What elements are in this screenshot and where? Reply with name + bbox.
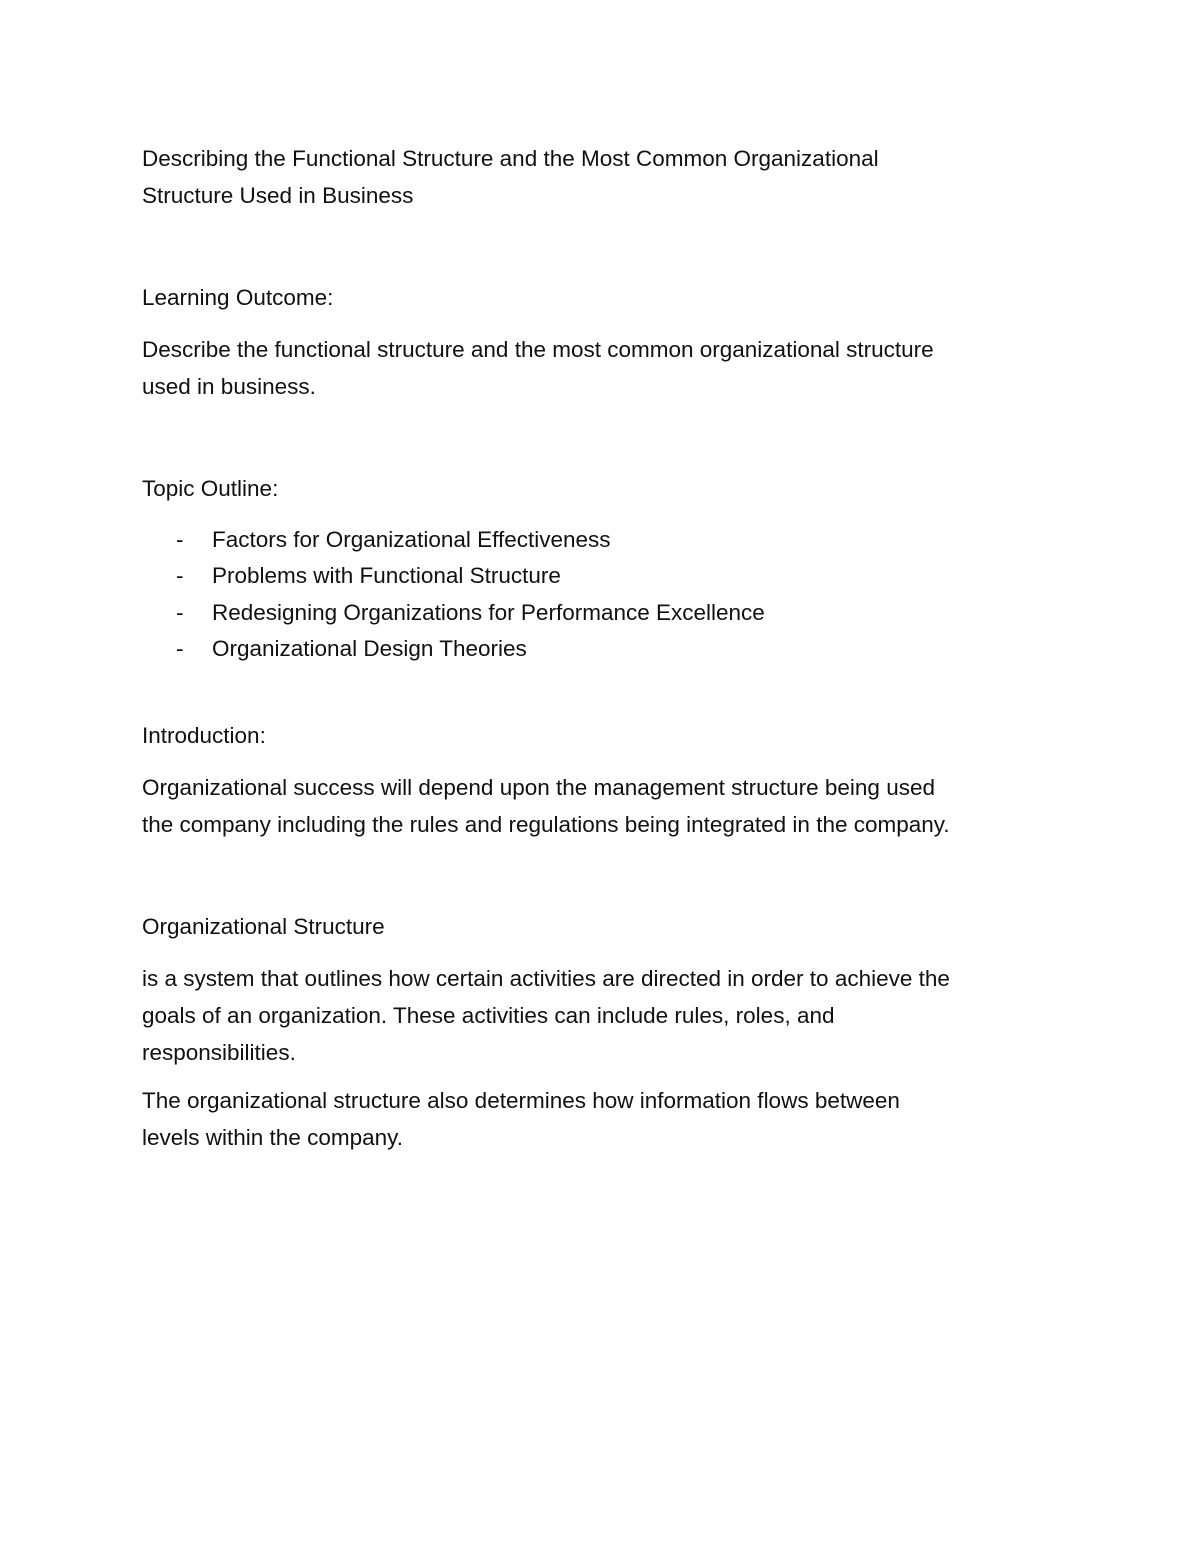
learning-outcome-line-1: Describe the functional structure and the most common organizational structure <box>142 337 934 362</box>
organizational-structure-paragraph-2 <box>142 1082 1072 1156</box>
dash-bullet-icon: - <box>176 563 184 589</box>
organizational-structure-paragraph-1 <box>142 960 1072 1071</box>
learning-outcome-line-2: used in business. <box>142 374 316 399</box>
org-structure-p1-line-1: is a system that outlines how certain activities are directed in order to achieve the <box>142 966 950 992</box>
organizational-structure-heading: Organizational Structure <box>142 914 385 940</box>
dash-bullet-icon: - <box>176 635 184 661</box>
introduction-heading: Introduction: <box>142 723 266 749</box>
document-title <box>142 140 1072 214</box>
list-item <box>142 522 1072 558</box>
learning-outcome-section <box>142 279 1072 405</box>
title-line-2: Structure Used in Business <box>142 183 414 208</box>
topic-outline-heading: Topic Outline: <box>142 476 279 501</box>
dash-bullet-icon: - <box>176 527 184 552</box>
list-item-text: Organizational Design Theories <box>212 635 527 661</box>
organizational-structure-section <box>142 908 1072 1156</box>
list-item-text: Redesigning Organizations for Performance Excellence <box>212 599 765 625</box>
org-structure-p1-line-2: goals of an organization. These activities can include rules, roles, and <box>142 1003 835 1029</box>
list-item-text: Problems with Functional Structure <box>212 563 561 589</box>
list-item <box>142 558 1072 594</box>
document-body <box>142 140 1072 1156</box>
org-structure-p2-line-1: The organizational structure also determines how information flows between <box>142 1088 900 1114</box>
list-item <box>142 595 1072 631</box>
org-structure-p1-line-3: responsibilities. <box>142 1040 296 1066</box>
introduction-section <box>142 717 1072 843</box>
learning-outcome-heading: Learning Outcome: <box>142 285 334 310</box>
dash-bullet-icon: - <box>176 599 184 625</box>
topic-outline-list <box>142 522 1072 667</box>
learning-outcome-text <box>142 331 1072 405</box>
introduction-line-1: Organizational success will depend upon the management structure being used <box>142 775 935 801</box>
list-item-text: Factors for Organizational Effectiveness <box>212 527 611 552</box>
org-structure-p2-line-2: levels within the company. <box>142 1125 403 1151</box>
introduction-line-2: the company including the rules and regulations being integrated in the company. <box>142 812 950 838</box>
introduction-text <box>142 769 1072 843</box>
list-item <box>142 631 1072 667</box>
title-line-1: Describing the Functional Structure and the Most Common Organizational <box>142 146 879 171</box>
topic-outline-section <box>142 470 1072 667</box>
